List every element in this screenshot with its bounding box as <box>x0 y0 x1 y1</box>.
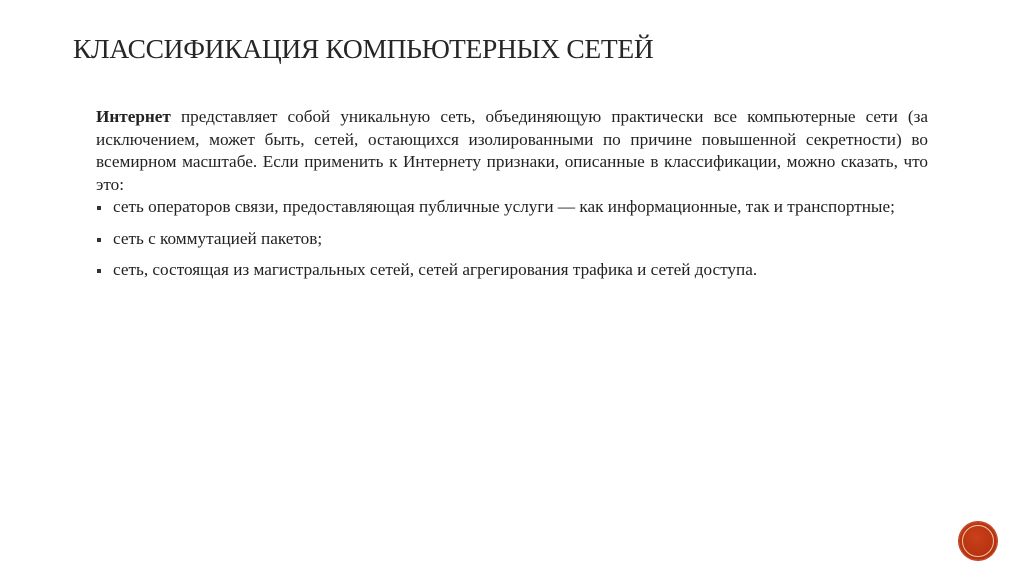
bullet-square-icon <box>97 238 101 242</box>
intro-paragraph <box>96 106 928 196</box>
slide-content <box>96 106 928 291</box>
bullet-item <box>96 259 928 282</box>
slide-title: КЛАССИФИКАЦИЯ КОМПЬЮТЕРНЫХ СЕТЕЙ <box>73 33 654 64</box>
circle-nav-icon <box>962 525 994 557</box>
intro-bold-term: Интернет <box>96 107 171 126</box>
bullet-square-icon <box>97 269 101 273</box>
bullet-text: сеть с коммутацией пакетов; <box>113 228 323 248</box>
bullet-list <box>96 196 928 282</box>
intro-text: представляет собой уникальную сеть, объединяющую практически все компьютерные сети (за исключением, может быть, сетей, остающихся изолированными по причине повышенной секретности) во всемирном масштабе. Если применить к Интернету признаки, описанные в классификации, можно сказать, что это: <box>96 107 928 194</box>
bullet-item <box>96 228 928 251</box>
next-slide-button[interactable] <box>959 522 997 560</box>
bullet-text: сеть операторов связи, предоставляющая публичные услуги — как информационные, так и транспортные; <box>113 197 895 216</box>
bullet-item <box>96 196 928 219</box>
bullet-square-icon <box>97 206 101 210</box>
bullet-text: сеть, состоящая из магистральных сетей, сетей агрегирования трафика и сетей доступа. <box>113 260 758 279</box>
